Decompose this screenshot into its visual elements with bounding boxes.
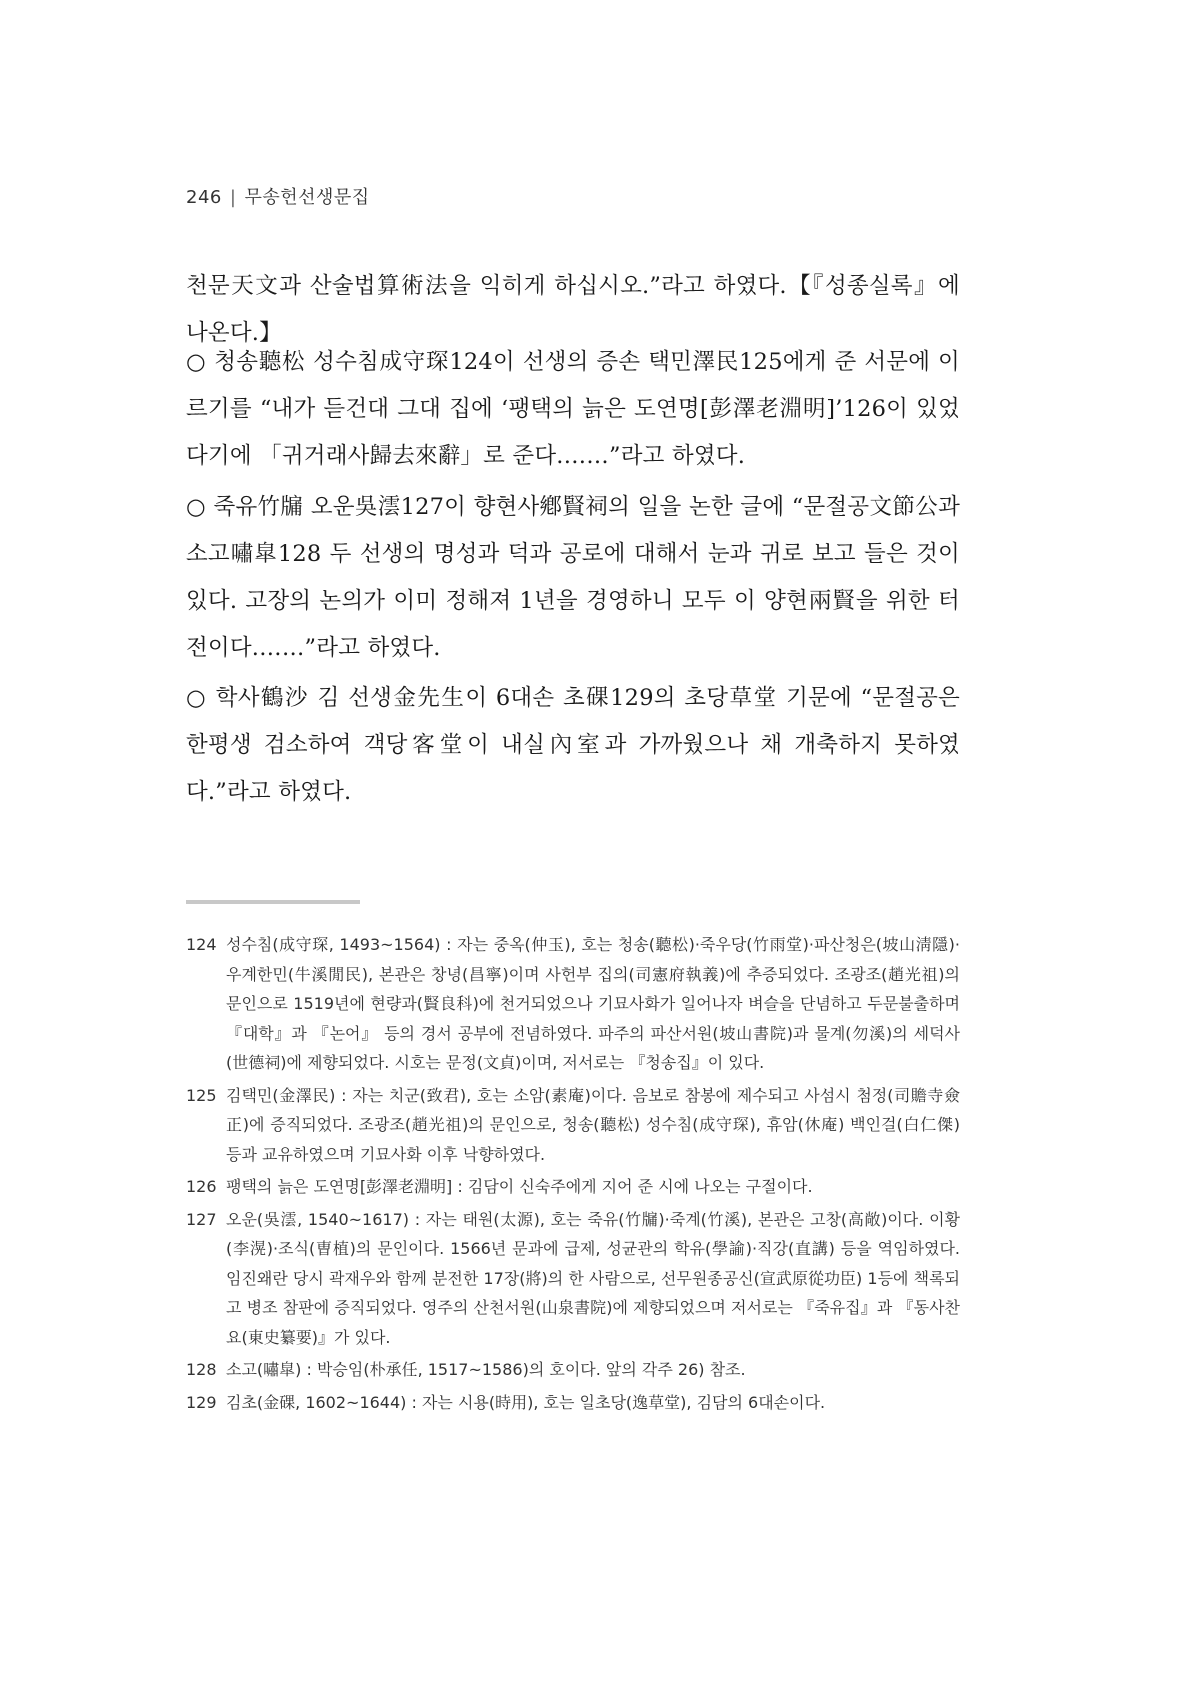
footnote-text: 김택민(金澤民) : 자는 치군(致君), 호는 소암(素庵)이다. 음보로 참봉에 제수되고 사섬시 첨정(司贍寺僉正)에 증직되었다. 조광조(趙光祖)의 문인으로, 청송(聽松) 성수침(成守琛), 휴암(休庵) 백인걸(白仁傑) 등과 교유하였으며 기묘사화 이후 낙향하였다.: [226, 1085, 960, 1164]
footnotes: [186, 930, 960, 1420]
footnote-item: [186, 1172, 960, 1202]
paragraph-text: ○ 학사鶴沙 김 선생金先生이 6대손 초䂺129의 초당草堂 기문에 “문절공은 한평생 검소하여 객당客堂이 내실內室과 가까웠으나 채 개축하지 못하였다.”라고 하였다.: [186, 685, 960, 805]
footnote-item: [186, 930, 960, 1078]
book-title: 무송헌선생문집: [244, 187, 370, 208]
paragraph-4: [186, 675, 960, 816]
footnote-text: 팽택의 늙은 도연명[彭澤老淵明] : 김담이 신숙주에게 지어 준 시에 나오는 구절이다.: [226, 1177, 813, 1196]
footnote-text: 소고(嘯皐) : 박승임(朴承任, 1517~1586)의 호이다. 앞의 각주 26) 참조.: [226, 1360, 746, 1379]
footnote-number: 129: [186, 1392, 217, 1412]
footnote-number: 126: [186, 1177, 217, 1196]
footnote-number: 125: [186, 1085, 217, 1105]
footnote-text: 성수침(成守琛, 1493~1564) : 자는 중옥(仲玉), 호는 청송(聽松)·죽우당(竹雨堂)·파산청은(坡山淸隱)·우계한민(牛溪閒民), 본관은 창녕(昌寧)이며 사헌부 집의(司憲府執義)에 추증되었다. 조광조(趙光祖)의 문인으로 1519년에 현량과(賢良科)에 천거되었으나 기묘사화가 일어나자 벼슬을 단념하고 두문불출하며 『대학』과 『논어』 등의 경서 공부에 전념하였다. 파주의 파산서원(坡山書院)과 물계(勿溪)의 세덕사(世德祠)에 제향되었다. 시호는 문정(文貞)이며, 저서로는 『청송집』이 있다.: [226, 935, 960, 1072]
footnote-number: 127: [186, 1209, 217, 1229]
footnote-number: 128: [186, 1360, 217, 1379]
running-header: [186, 183, 370, 209]
page-number: 246: [186, 187, 222, 208]
paragraph-text: 천문天文과 산술법算術法을 익히게 하십시오.”라고 하였다.【『성종실록』에 나온다.】: [186, 273, 960, 346]
footnote-item: [186, 1355, 960, 1385]
paragraph-text: ○ 죽유竹牖 오운吳澐127이 향현사鄕賢祠의 일을 논한 글에 “문절공文節公과 소고嘯皐128 두 선생의 명성과 덕과 공로에 대해서 눈과 귀로 보고 들은 것이 있다. 고장의 논의가 이미 정해져 1년을 경영하니 모두 이 양현兩賢을 위한 터전이다.……”라고 하였다.: [186, 494, 960, 661]
paragraph-3: [186, 484, 960, 672]
header-separator: |: [229, 187, 237, 208]
footnote-item: [186, 1081, 960, 1170]
footnote-item: [186, 1205, 960, 1353]
footnote-text: 김초(金䂺, 1602~1644) : 자는 시용(時用), 호는 일초당(逸草堂), 김담의 6대손이다.: [226, 1392, 826, 1412]
footnote-divider: [186, 900, 360, 904]
footnote-number: 124: [186, 935, 217, 954]
paragraph-2: [186, 339, 960, 480]
footnote-text: 오운(吳澐, 1540~1617) : 자는 태원(太源), 호는 죽유(竹牖)·죽계(竹溪), 본관은 고창(高敞)이다. 이황(李滉)·조식(曺植)의 문인이다. 1566년 문과에 급제, 성균관의 학유(學諭)·직강(直講) 등을 역임하였다. 임진왜란 당시 곽재우와 함께 분전한 17장(將)의 한 사람으로, 선무원종공신(宣武原從功臣) 1등에 책록되고 병조 참판에 증직되었다. 영주의 산천서원(山泉書院)에 제향되었으며 저서로는 『죽유집』과 『동사찬요(東史纂要)』가 있다.: [226, 1209, 960, 1347]
footnote-item: [186, 1388, 960, 1418]
paragraph-text: ○ 청송聽松 성수침成守琛124이 선생의 증손 택민澤民125에게 준 서문에 이르기를 “내가 듣건대 그대 집에 ‘팽택의 늙은 도연명[彭澤老淵明]’126이 있었다기에 「귀거래사歸去來辭」로 준다.……”라고 하였다.: [186, 349, 960, 469]
